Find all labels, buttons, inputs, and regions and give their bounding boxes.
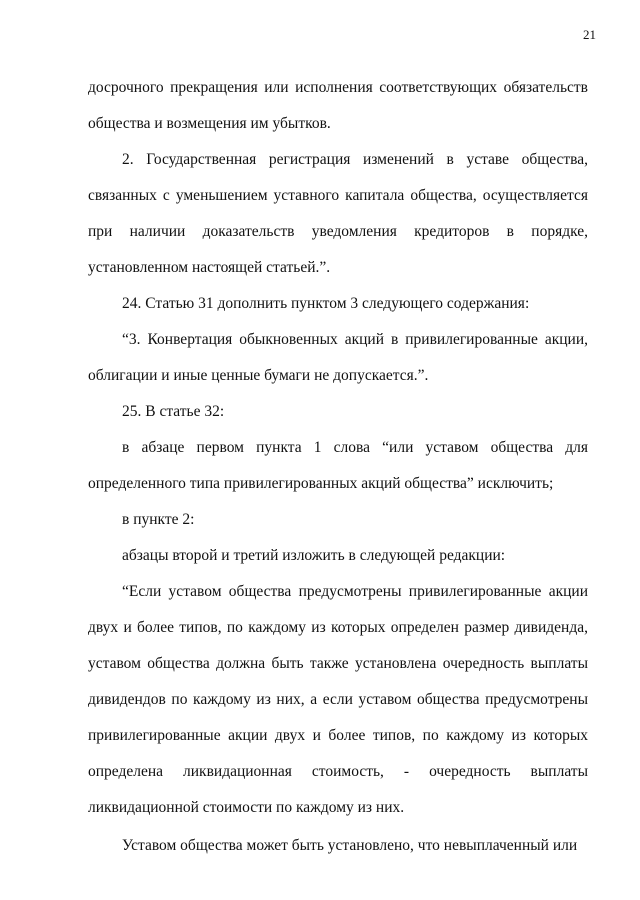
page-number: 21: [583, 27, 596, 42]
paragraph-item-25: 25. В статье 32:: [122, 403, 225, 420]
paragraph-item-25-c: абзацы второй и третий изложить в следующей редакции:: [122, 547, 506, 564]
paragraph-item-24-text: “3. Конвертация обыкновенных акций в привилегированные акции, облигации и иные ценные бумаги не допускается.”.: [88, 331, 588, 384]
paragraph-item-24: 24. Статью 31 дополнить пунктом 3 следующего содержания:: [122, 295, 530, 312]
paragraph-item-25-d: “Если уставом общества предусмотрены привилегированные акции двух и более типов, по каждому из которых определен размер дивиденда, уставом общества должна быть также установлена очередность выплаты дивидендов по каждому из них, а если уставом общества предусмотрены привилегированные акции двух и более типов, по каждому из которых определена ликвидационная стоимость, - очередность выплаты ликвидационной стоимости по каждому из них.: [88, 583, 588, 816]
paragraph-item-25-e: Уставом общества может быть установлено, что невыплаченный или: [122, 837, 578, 854]
paragraph-item-25-a: в абзаце первом пункта 1 слова “или уставом общества для определенного типа привилегированных акций общества” исключить;: [88, 439, 588, 492]
paragraph-item-25-b: в пункте 2:: [122, 511, 195, 528]
paragraph-item-2: 2. Государственная регистрация изменений в уставе общества, связанных с уменьшением уставного капитала общества, осуществляется при наличии доказательств уведомления кредиторов в порядке, установленном настоящей статьей.”.: [88, 151, 588, 276]
document-body: [88, 70, 588, 864]
paragraph-continuation: досрочного прекращения или исполнения соответствующих обязательств общества и возмещения им убытков.: [88, 79, 588, 132]
